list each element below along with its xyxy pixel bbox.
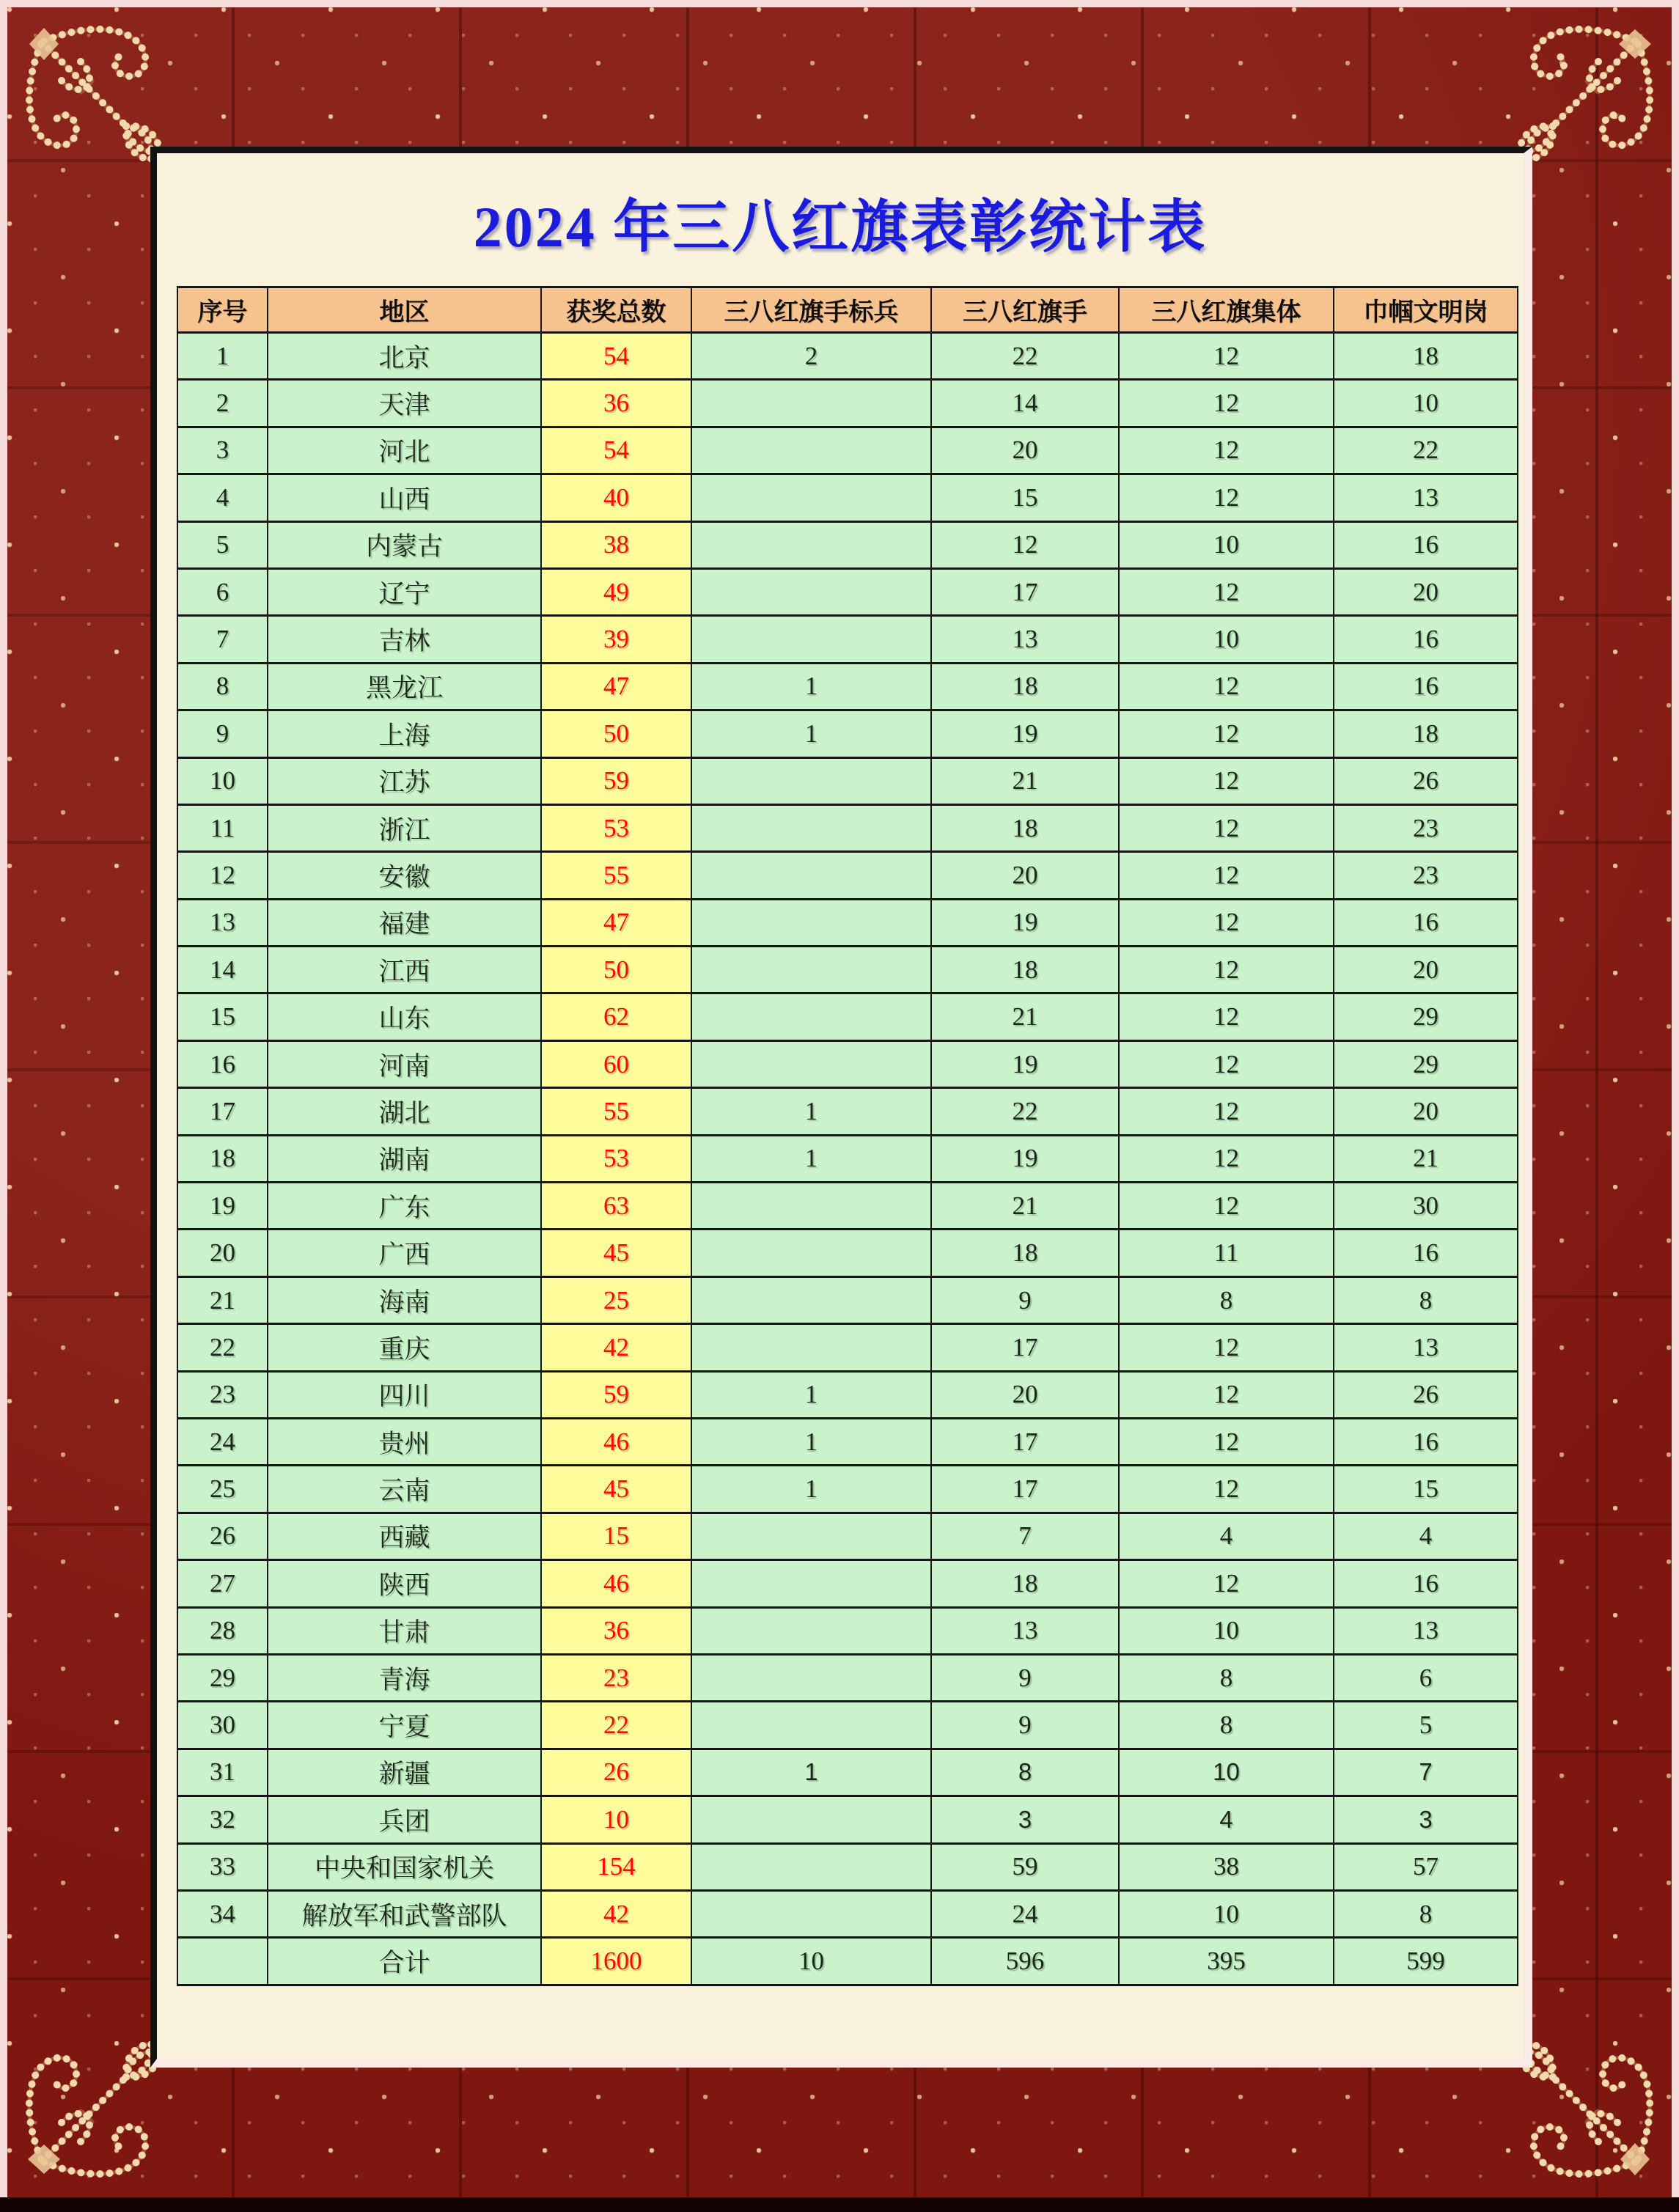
cell-civilized-post: 26 (1334, 757, 1518, 804)
cell-region: 西藏 (268, 1513, 541, 1559)
cell-pacesetter (691, 1607, 931, 1654)
table-row (177, 1890, 1518, 1937)
table-row (177, 1040, 1518, 1087)
cell-total-awards: 42 (541, 1324, 691, 1371)
cell-total-awards: 59 (541, 1371, 691, 1418)
cell-pacesetter (691, 804, 931, 851)
cell-civilized-post: 3 (1334, 1796, 1518, 1843)
cell-region: 上海 (268, 710, 541, 757)
cell-red-flag-collective: 12 (1119, 380, 1334, 427)
cell-region: 陕西 (268, 1560, 541, 1607)
cell-total-awards: 53 (541, 804, 691, 851)
cell-region: 山西 (268, 474, 541, 521)
cell-civilized-post: 16 (1334, 1230, 1518, 1276)
cell-red-flag-collective: 12 (1119, 993, 1334, 1040)
cell-civilized-post: 20 (1334, 1088, 1518, 1135)
table-row (177, 333, 1518, 380)
cell-civilized-post: 26 (1334, 1371, 1518, 1418)
cell-red-flag-bearer: 9 (931, 1654, 1119, 1701)
table-row (177, 1371, 1518, 1418)
cell-civilized-post: 8 (1334, 1890, 1518, 1937)
cell-red-flag-bearer: 8 (931, 1749, 1119, 1796)
cell-red-flag-collective: 10 (1119, 616, 1334, 663)
cell-region: 河南 (268, 1040, 541, 1087)
table-row (177, 1466, 1518, 1513)
cell-red-flag-bearer: 22 (931, 1088, 1119, 1135)
cell-region: 甘肃 (268, 1607, 541, 1654)
cell-seq: 16 (177, 1040, 268, 1087)
cell-red-flag-bearer: 20 (931, 427, 1119, 474)
cell-red-flag-collective: 12 (1119, 1040, 1334, 1087)
cell-region: 广东 (268, 1183, 541, 1230)
cell-total-awards: 39 (541, 616, 691, 663)
table-row (177, 1276, 1518, 1323)
cell-civilized-post: 16 (1334, 663, 1518, 710)
column-header-2: 获奖总数 (541, 287, 691, 333)
cell-region: 内蒙古 (268, 521, 541, 568)
cell-red-flag-bearer: 17 (931, 1418, 1119, 1465)
cell-red-flag-collective: 12 (1119, 1088, 1334, 1135)
cell-seq: 14 (177, 947, 268, 993)
cell-red-flag-bearer: 3 (931, 1796, 1119, 1843)
cell-seq: 4 (177, 474, 268, 521)
table-row (177, 804, 1518, 851)
cell-red-flag-bearer: 18 (931, 1560, 1119, 1607)
table-row (177, 1324, 1518, 1371)
cell-red-flag-collective: 12 (1119, 757, 1334, 804)
cell-civilized-post: 16 (1334, 1560, 1518, 1607)
cell-total-awards: 54 (541, 427, 691, 474)
cell-pacesetter (691, 568, 931, 615)
table-row (177, 1654, 1518, 1701)
cell-seq: 8 (177, 663, 268, 710)
cell-red-flag-bearer: 21 (931, 993, 1119, 1040)
cell-seq: 22 (177, 1324, 268, 1371)
table-row (177, 616, 1518, 663)
cell-civilized-post: 20 (1334, 947, 1518, 993)
cell-seq: 28 (177, 1607, 268, 1654)
cell-seq: 34 (177, 1890, 268, 1937)
cell-civilized-post: 29 (1334, 993, 1518, 1040)
cell-seq: 23 (177, 1371, 268, 1418)
cell-pacesetter (691, 1654, 931, 1701)
table-row (177, 1418, 1518, 1465)
table-row (177, 521, 1518, 568)
cell-total-awards: 154 (541, 1843, 691, 1890)
cell-total-awards: 36 (541, 380, 691, 427)
cell-seq: 26 (177, 1513, 268, 1559)
cell-total-awards: 63 (541, 1183, 691, 1230)
cell-red-flag-collective: 10 (1119, 1890, 1334, 1937)
cell-seq: 20 (177, 1230, 268, 1276)
cell-pacesetter: 1 (691, 1088, 931, 1135)
cell-total-awards: 38 (541, 521, 691, 568)
cell-seq: 12 (177, 852, 268, 899)
cell-pacesetter: 1 (691, 1135, 931, 1182)
cell-red-flag-collective: 12 (1119, 804, 1334, 851)
cell-total-awards: 42 (541, 1890, 691, 1937)
cell-total-awards: 49 (541, 568, 691, 615)
table-row (177, 1513, 1518, 1559)
cell-civilized-post: 6 (1334, 1654, 1518, 1701)
cell-civilized-post: 10 (1334, 380, 1518, 427)
cell-red-flag-bearer: 24 (931, 1890, 1119, 1937)
cell-red-flag-collective: 12 (1119, 474, 1334, 521)
cell-red-flag-collective: 10 (1119, 1749, 1334, 1796)
cell-region: 吉林 (268, 616, 541, 663)
cell-civilized-post: 13 (1334, 474, 1518, 521)
cell-civilized-post: 23 (1334, 852, 1518, 899)
table-row (177, 1702, 1518, 1749)
cell-red-flag-collective: 38 (1119, 1843, 1334, 1890)
cell-region: 兵团 (268, 1796, 541, 1843)
cell-seq: 15 (177, 993, 268, 1040)
cell-region: 河北 (268, 427, 541, 474)
table-row (177, 852, 1518, 899)
table-total-row (177, 1938, 1518, 1985)
cell-seq: 9 (177, 710, 268, 757)
cell-total-awards: 25 (541, 1276, 691, 1323)
cell-region: 福建 (268, 899, 541, 946)
cell-total-awards: 47 (541, 663, 691, 710)
cell-region: 重庆 (268, 1324, 541, 1371)
cell-red-flag-bearer: 17 (931, 1324, 1119, 1371)
cell-civilized-post: 15 (1334, 1466, 1518, 1513)
cell-red-flag-bearer: 18 (931, 947, 1119, 993)
table-row (177, 1749, 1518, 1796)
cell-civilized-post: 18 (1334, 710, 1518, 757)
cell-seq: 13 (177, 899, 268, 946)
cell-pacesetter (691, 1843, 931, 1890)
cell-region: 宁夏 (268, 1702, 541, 1749)
cell-civilized-post: 29 (1334, 1040, 1518, 1087)
cell-red-flag-collective: 4 (1119, 1796, 1334, 1843)
cell-seq: 29 (177, 1654, 268, 1701)
cell-total-awards: 47 (541, 899, 691, 946)
cell-pacesetter (691, 1560, 931, 1607)
cell-civilized-post: 16 (1334, 1418, 1518, 1465)
cell-total-awards: 45 (541, 1466, 691, 1513)
cell-seq: 24 (177, 1418, 268, 1465)
cell-civilized-post: 16 (1334, 521, 1518, 568)
column-header-0: 序号 (177, 287, 268, 333)
cell-pacesetter (691, 1890, 931, 1937)
cell-pacesetter (691, 474, 931, 521)
cell-red-flag-bearer: 19 (931, 1135, 1119, 1182)
cell-seq: 30 (177, 1702, 268, 1749)
cell-pacesetter: 1 (691, 1466, 931, 1513)
cell-red-flag-collective: 395 (1119, 1938, 1334, 1985)
table-row (177, 1796, 1518, 1843)
table-row (177, 1560, 1518, 1607)
cell-civilized-post: 16 (1334, 899, 1518, 946)
cell-red-flag-bearer: 13 (931, 1607, 1119, 1654)
cell-red-flag-collective: 8 (1119, 1276, 1334, 1323)
cell-pacesetter (691, 1040, 931, 1087)
cell-seq: 17 (177, 1088, 268, 1135)
cell-pacesetter: 1 (691, 710, 931, 757)
cell-red-flag-collective: 12 (1119, 1324, 1334, 1371)
cell-seq: 5 (177, 521, 268, 568)
page-title: 2024 年三八红旗表彰统计表 (473, 195, 1208, 259)
cell-region: 湖南 (268, 1135, 541, 1182)
table-row (177, 1230, 1518, 1276)
cell-pacesetter (691, 852, 931, 899)
cell-civilized-post: 22 (1334, 427, 1518, 474)
table-row (177, 1843, 1518, 1890)
table-row (177, 899, 1518, 946)
cell-red-flag-collective: 10 (1119, 1607, 1334, 1654)
cell-total-awards: 55 (541, 852, 691, 899)
cell-red-flag-bearer: 14 (931, 380, 1119, 427)
cell-seq: 6 (177, 568, 268, 615)
cell-region: 新疆 (268, 1749, 541, 1796)
cell-pacesetter (691, 380, 931, 427)
cell-total-awards: 40 (541, 474, 691, 521)
table-row (177, 1183, 1518, 1230)
cell-red-flag-collective: 10 (1119, 521, 1334, 568)
cell-pacesetter (691, 1276, 931, 1323)
cell-region: 青海 (268, 1654, 541, 1701)
cell-seq: 18 (177, 1135, 268, 1182)
cell-red-flag-bearer: 19 (931, 710, 1119, 757)
cell-region: 贵州 (268, 1418, 541, 1465)
cell-total-awards: 36 (541, 1607, 691, 1654)
cell-red-flag-collective: 12 (1119, 663, 1334, 710)
table-row (177, 1088, 1518, 1135)
cell-region: 北京 (268, 333, 541, 380)
cell-red-flag-collective: 8 (1119, 1654, 1334, 1701)
cell-pacesetter: 10 (691, 1938, 931, 1985)
cell-pacesetter (691, 757, 931, 804)
column-header-4: 三八红旗手 (931, 287, 1119, 333)
cell-pacesetter: 2 (691, 333, 931, 380)
cell-red-flag-bearer: 9 (931, 1276, 1119, 1323)
cell-total-awards: 54 (541, 333, 691, 380)
cell-civilized-post: 57 (1334, 1843, 1518, 1890)
cell-total-awards: 45 (541, 1230, 691, 1276)
cell-seq: 33 (177, 1843, 268, 1890)
cell-civilized-post: 5 (1334, 1702, 1518, 1749)
cell-red-flag-bearer: 18 (931, 1230, 1119, 1276)
cell-region: 江苏 (268, 757, 541, 804)
cell-total-awards: 46 (541, 1418, 691, 1465)
cell-seq: 3 (177, 427, 268, 474)
cell-red-flag-collective: 12 (1119, 1183, 1334, 1230)
cell-seq (177, 1938, 268, 1985)
table-body (177, 333, 1518, 1985)
cell-civilized-post: 18 (1334, 333, 1518, 380)
cell-red-flag-collective: 12 (1119, 1371, 1334, 1418)
cell-total-awards: 1600 (541, 1938, 691, 1985)
cell-seq: 19 (177, 1183, 268, 1230)
cell-pacesetter (691, 1513, 931, 1559)
cell-red-flag-bearer: 15 (931, 474, 1119, 521)
cell-civilized-post: 8 (1334, 1276, 1518, 1323)
cell-region: 中央和国家机关 (268, 1843, 541, 1890)
cell-red-flag-bearer: 22 (931, 333, 1119, 380)
cell-seq: 32 (177, 1796, 268, 1843)
cell-civilized-post: 23 (1334, 804, 1518, 851)
table-row (177, 757, 1518, 804)
cell-region: 海南 (268, 1276, 541, 1323)
cell-total-awards: 22 (541, 1702, 691, 1749)
column-header-5: 三八红旗集体 (1119, 287, 1334, 333)
cell-pacesetter: 1 (691, 1749, 931, 1796)
cell-pacesetter (691, 427, 931, 474)
cell-red-flag-bearer: 17 (931, 1466, 1119, 1513)
cell-pacesetter (691, 993, 931, 1040)
cell-civilized-post: 20 (1334, 568, 1518, 615)
table-row (177, 568, 1518, 615)
cell-red-flag-bearer: 596 (931, 1938, 1119, 1985)
column-header-3: 三八红旗手标兵 (691, 287, 931, 333)
cell-region: 黑龙江 (268, 663, 541, 710)
cell-red-flag-bearer: 7 (931, 1513, 1119, 1559)
cell-red-flag-collective: 12 (1119, 852, 1334, 899)
cell-total-awards: 62 (541, 993, 691, 1040)
table-row (177, 663, 1518, 710)
table-row (177, 474, 1518, 521)
cell-pacesetter (691, 1702, 931, 1749)
cell-seq: 1 (177, 333, 268, 380)
cell-red-flag-collective: 12 (1119, 1135, 1334, 1182)
cell-red-flag-collective: 8 (1119, 1702, 1334, 1749)
cell-region: 江西 (268, 947, 541, 993)
cell-seq: 2 (177, 380, 268, 427)
cell-seq: 31 (177, 1749, 268, 1796)
cell-red-flag-collective: 12 (1119, 710, 1334, 757)
table-row (177, 1607, 1518, 1654)
cell-total-awards: 59 (541, 757, 691, 804)
cell-red-flag-collective: 12 (1119, 568, 1334, 615)
table-row (177, 993, 1518, 1040)
cell-total-awards: 15 (541, 1513, 691, 1559)
column-header-6: 巾帼文明岗 (1334, 287, 1518, 333)
cell-region: 天津 (268, 380, 541, 427)
cell-red-flag-collective: 12 (1119, 1560, 1334, 1607)
cell-seq: 11 (177, 804, 268, 851)
document-panel (150, 147, 1532, 2068)
cell-pacesetter: 1 (691, 663, 931, 710)
cell-region: 四川 (268, 1371, 541, 1418)
cell-red-flag-bearer: 19 (931, 899, 1119, 946)
cell-seq: 21 (177, 1276, 268, 1323)
cell-civilized-post: 21 (1334, 1135, 1518, 1182)
cell-red-flag-collective: 12 (1119, 899, 1334, 946)
cell-total-awards: 50 (541, 947, 691, 993)
cell-region: 湖北 (268, 1088, 541, 1135)
cell-region: 解放军和武警部队 (268, 1890, 541, 1937)
cell-pacesetter (691, 521, 931, 568)
cell-red-flag-collective: 12 (1119, 333, 1334, 380)
cell-civilized-post: 4 (1334, 1513, 1518, 1559)
cell-pacesetter (691, 1324, 931, 1371)
cell-region: 合计 (268, 1938, 541, 1985)
stats-table-container (177, 286, 1518, 1986)
cell-pacesetter: 1 (691, 1371, 931, 1418)
cell-total-awards: 26 (541, 1749, 691, 1796)
cell-red-flag-bearer: 13 (931, 616, 1119, 663)
cell-red-flag-bearer: 19 (931, 1040, 1119, 1087)
cell-pacesetter (691, 1230, 931, 1276)
cell-red-flag-bearer: 17 (931, 568, 1119, 615)
cell-seq: 7 (177, 616, 268, 663)
table-row (177, 380, 1518, 427)
cell-red-flag-bearer: 12 (931, 521, 1119, 568)
cell-pacesetter (691, 899, 931, 946)
cell-pacesetter (691, 947, 931, 993)
cell-total-awards: 53 (541, 1135, 691, 1182)
cell-pacesetter (691, 616, 931, 663)
cell-red-flag-bearer: 20 (931, 852, 1119, 899)
cell-region: 辽宁 (268, 568, 541, 615)
cell-pacesetter (691, 1796, 931, 1843)
cell-red-flag-bearer: 20 (931, 1371, 1119, 1418)
bottom-shadow-edge (0, 2197, 1679, 2212)
cell-region: 浙江 (268, 804, 541, 851)
cell-region: 云南 (268, 1466, 541, 1513)
cell-pacesetter: 1 (691, 1418, 931, 1465)
cell-region: 安徽 (268, 852, 541, 899)
cell-seq: 25 (177, 1466, 268, 1513)
cell-total-awards: 50 (541, 710, 691, 757)
cell-red-flag-bearer: 21 (931, 757, 1119, 804)
table-header-row (177, 287, 1518, 333)
cell-red-flag-collective: 12 (1119, 947, 1334, 993)
cell-total-awards: 55 (541, 1088, 691, 1135)
cell-civilized-post: 7 (1334, 1749, 1518, 1796)
cell-red-flag-bearer: 21 (931, 1183, 1119, 1230)
table-row (177, 1135, 1518, 1182)
cell-seq: 10 (177, 757, 268, 804)
stats-table (177, 286, 1518, 1986)
cell-red-flag-collective: 11 (1119, 1230, 1334, 1276)
cell-seq: 27 (177, 1560, 268, 1607)
cell-civilized-post: 599 (1334, 1938, 1518, 1985)
cell-region: 广西 (268, 1230, 541, 1276)
cell-total-awards: 23 (541, 1654, 691, 1701)
cell-red-flag-bearer: 59 (931, 1843, 1119, 1890)
cell-red-flag-collective: 12 (1119, 427, 1334, 474)
table-row (177, 710, 1518, 757)
cell-red-flag-bearer: 18 (931, 804, 1119, 851)
cell-civilized-post: 30 (1334, 1183, 1518, 1230)
cell-total-awards: 60 (541, 1040, 691, 1087)
cell-red-flag-bearer: 18 (931, 663, 1119, 710)
cell-region: 山东 (268, 993, 541, 1040)
cell-civilized-post: 13 (1334, 1324, 1518, 1371)
cell-red-flag-collective: 12 (1119, 1466, 1334, 1513)
cell-total-awards: 46 (541, 1560, 691, 1607)
column-header-1: 地区 (268, 287, 541, 333)
cell-pacesetter (691, 1183, 931, 1230)
cell-red-flag-collective: 12 (1119, 1418, 1334, 1465)
cell-civilized-post: 16 (1334, 616, 1518, 663)
cell-red-flag-bearer: 9 (931, 1702, 1119, 1749)
table-row (177, 427, 1518, 474)
cell-civilized-post: 13 (1334, 1607, 1518, 1654)
table-row (177, 947, 1518, 993)
cell-total-awards: 10 (541, 1796, 691, 1843)
cell-red-flag-collective: 4 (1119, 1513, 1334, 1559)
